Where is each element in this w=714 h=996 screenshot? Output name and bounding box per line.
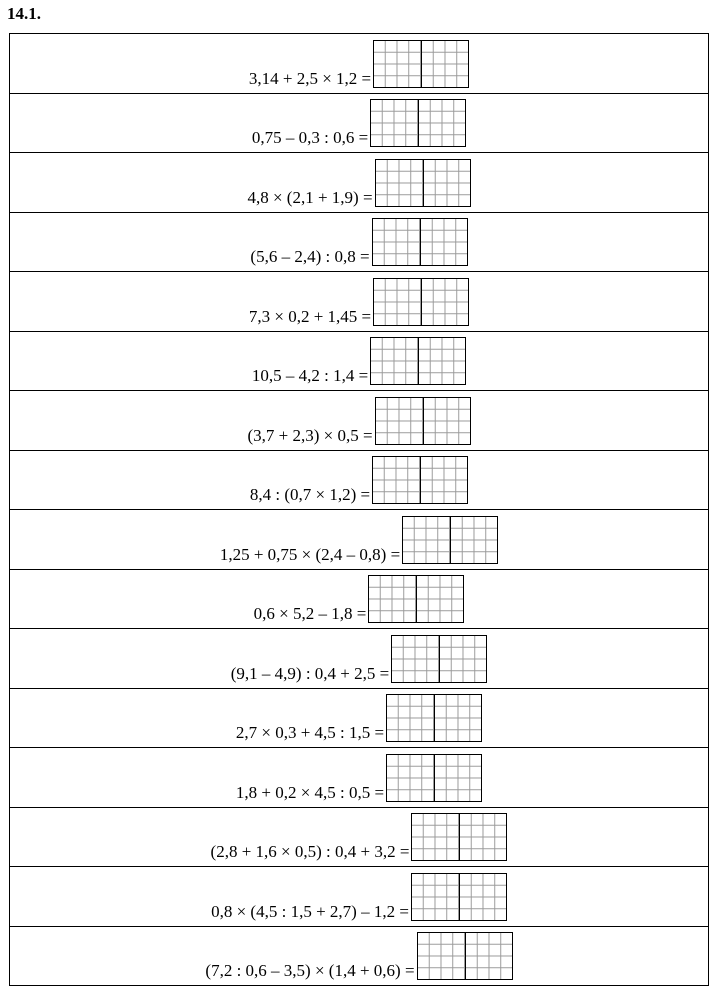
table-row	[10, 391, 708, 451]
expression: 0,8 × (4,5 : 1,5 + 2,7) – 1,2 =	[211, 901, 409, 921]
answer-cell-fraction[interactable]	[459, 814, 506, 860]
expression: 8,4 : (0,7 × 1,2) =	[249, 485, 371, 504]
answer-grid[interactable]	[417, 932, 513, 980]
table-row	[10, 153, 708, 213]
answer-cell-integer[interactable]	[373, 457, 420, 503]
expression: 1,8 + 0,2 × 4,5 : 0,5 =	[235, 782, 385, 802]
answer-cell-integer[interactable]	[374, 41, 421, 87]
table-row	[10, 272, 708, 332]
answer-cell-fraction[interactable]	[420, 219, 467, 265]
answer-cell-integer[interactable]	[373, 219, 420, 265]
table-row	[10, 689, 708, 749]
answer-cell-integer[interactable]	[371, 100, 418, 146]
answer-grid[interactable]	[386, 754, 482, 802]
answer-grid[interactable]	[391, 635, 487, 683]
answer-cell-integer[interactable]	[387, 695, 434, 741]
answer-cell-integer[interactable]	[376, 398, 423, 444]
table-row	[10, 570, 708, 630]
expression: 4,8 × (2,1 + 1,9) =	[247, 187, 373, 207]
table-row	[10, 808, 708, 868]
table-row	[10, 510, 708, 570]
answer-cell-fraction[interactable]	[423, 160, 470, 206]
answer-grid[interactable]	[411, 813, 507, 861]
answer-cell-integer[interactable]	[403, 517, 450, 563]
table-row	[10, 332, 708, 392]
answer-cell-fraction[interactable]	[465, 933, 512, 979]
expression: 2,7 × 0,3 + 4,5 : 1,5 =	[235, 723, 385, 742]
answer-cell-fraction[interactable]	[416, 576, 463, 622]
answer-cell-fraction[interactable]	[418, 100, 465, 146]
answer-cell-integer[interactable]	[374, 279, 421, 325]
expression: 3,14 + 2,5 × 1,2 =	[248, 68, 372, 88]
answer-cell-integer[interactable]	[392, 636, 439, 682]
answer-cell-fraction[interactable]	[421, 279, 468, 325]
table-row	[10, 34, 708, 94]
answer-grid[interactable]	[373, 40, 469, 88]
answer-cell-integer[interactable]	[387, 755, 434, 801]
table-row	[10, 867, 708, 927]
answer-cell-fraction[interactable]	[421, 41, 468, 87]
expression: 1,25 + 0,75 × (2,4 – 0,8) =	[219, 544, 401, 564]
expression: (3,7 + 2,3) × 0,5 =	[247, 425, 373, 445]
answer-grid[interactable]	[370, 337, 466, 385]
expression: 7,3 × 0,2 + 1,45 =	[248, 306, 372, 326]
answer-grid[interactable]	[368, 575, 464, 623]
table-row	[10, 94, 708, 154]
answer-grid[interactable]	[373, 278, 469, 326]
answer-cell-integer[interactable]	[371, 338, 418, 384]
table-row	[10, 748, 708, 808]
answer-cell-integer[interactable]	[418, 933, 465, 979]
expression: (7,2 : 0,6 – 3,5) × (1,4 + 0,6) =	[205, 961, 415, 980]
answer-cell-integer[interactable]	[369, 576, 416, 622]
table-row	[10, 927, 708, 987]
table-row	[10, 451, 708, 511]
expression: 0,6 × 5,2 – 1,8 =	[253, 604, 367, 623]
answer-cell-fraction[interactable]	[434, 695, 481, 741]
answer-cell-fraction[interactable]	[434, 755, 481, 801]
exercise-table	[9, 33, 709, 986]
answer-cell-fraction[interactable]	[420, 457, 467, 503]
table-row	[10, 629, 708, 689]
answer-grid[interactable]	[402, 516, 498, 564]
expression: (5,6 – 2,4) : 0,8 =	[250, 247, 370, 266]
expression: 0,75 – 0,3 : 0,6 =	[251, 128, 369, 147]
answer-cell-fraction[interactable]	[418, 338, 465, 384]
answer-grid[interactable]	[372, 218, 468, 266]
answer-cell-integer[interactable]	[412, 874, 459, 920]
answer-grid[interactable]	[411, 873, 507, 921]
expression: (9,1 – 4,9) : 0,4 + 2,5 =	[230, 663, 390, 683]
answer-grid[interactable]	[375, 397, 471, 445]
answer-grid[interactable]	[372, 456, 468, 504]
answer-grid[interactable]	[375, 159, 471, 207]
expression: (2,8 + 1,6 × 0,5) : 0,4 + 3,2 =	[210, 842, 410, 861]
answer-cell-fraction[interactable]	[459, 874, 506, 920]
answer-grid[interactable]	[370, 99, 466, 147]
answer-cell-fraction[interactable]	[423, 398, 470, 444]
answer-grid[interactable]	[386, 694, 482, 742]
exercise-number: 14.1.	[7, 4, 41, 23]
answer-cell-integer[interactable]	[376, 160, 423, 206]
expression: 10,5 – 4,2 : 1,4 =	[251, 366, 369, 385]
answer-cell-fraction[interactable]	[439, 636, 486, 682]
answer-cell-integer[interactable]	[412, 814, 459, 860]
table-row	[10, 213, 708, 273]
answer-cell-fraction[interactable]	[450, 517, 497, 563]
